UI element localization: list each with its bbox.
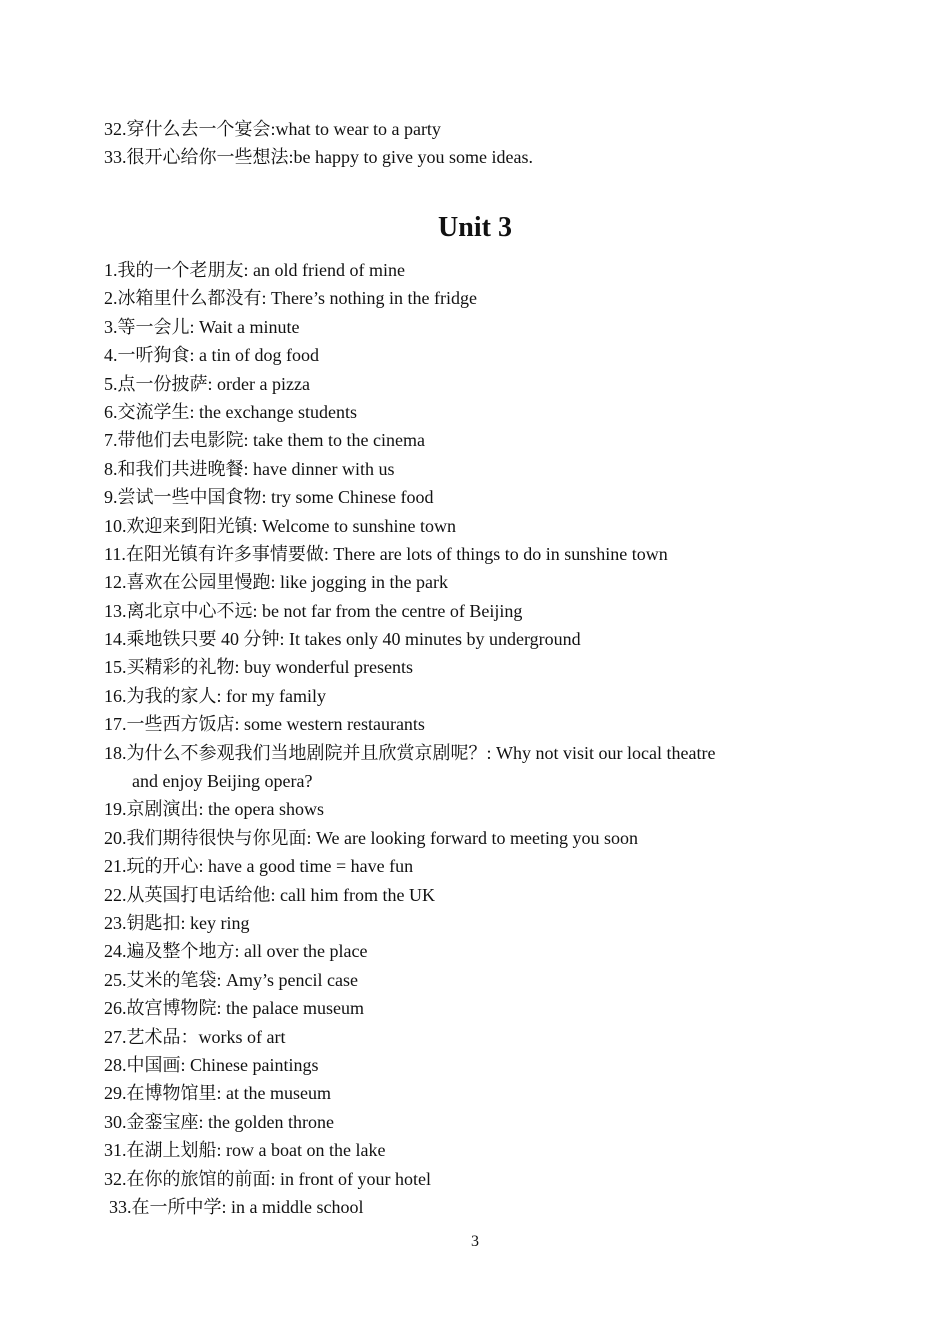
list-item: 14.乘地铁只要 40 分钟: It takes only 40 minutes by underground (104, 629, 581, 650)
list-item: 11.在阳光镇有许多事情要做: There are lots of things to do in sunshine town (104, 543, 668, 564)
list-item: 7.带他们去电影院: take them to the cinema (104, 430, 425, 451)
list-item: 28.中国画: Chinese paintings (104, 1054, 319, 1075)
list-item: 22.从英国打电话给他: call him from the UK (104, 884, 435, 905)
list-item: 26.故宫博物院: the palace museum (104, 998, 364, 1019)
list-item: 2.冰箱里什么都没有: There’s nothing in the fridge (104, 288, 477, 309)
list-item: 32.在你的旅馆的前面: in front of your hotel (104, 1168, 431, 1189)
list-item: 27.艺术品：works of art (104, 1026, 286, 1047)
page-number: 3 (471, 1233, 479, 1250)
list-item: 4.一听狗食: a tin of dog food (104, 345, 319, 366)
list-item: 32.穿什么去一个宴会:what to wear to a party (104, 119, 441, 139)
list-item: 33.很开心给你一些想法:be happy to give you some ideas. (104, 147, 533, 168)
unit-3-phrase-list (104, 256, 715, 1221)
list-item: 13.离北京中心不远: be not far from the centre of Beijing (104, 600, 523, 621)
list-item: 15.买精彩的礼物: buy wonderful presents (104, 657, 413, 678)
list-item: 6.交流学生: the exchange students (104, 401, 357, 422)
list-item: 17.一些西方饭店: some western restaurants (104, 714, 425, 735)
list-item: 29.在博物馆里: at the museum (104, 1083, 331, 1104)
list-item: 5.点一份披萨: order a pizza (104, 373, 310, 394)
list-item: 33.在一所中学: in a middle school (109, 1196, 364, 1217)
list-item: 12.喜欢在公园里慢跑: like jogging in the park (104, 572, 448, 593)
list-item-continuation: and enjoy Beijing opera? (132, 771, 313, 792)
list-item: 25.艾米的笔袋: Amy’s pencil case (104, 969, 358, 990)
list-item: 8.和我们共进晚餐: have dinner with us (104, 458, 395, 479)
list-item: 21.玩的开心: have a good time = have fun (104, 856, 414, 877)
list-item: 1.我的一个老朋友: an old friend of mine (104, 260, 405, 280)
list-item: 10.欢迎来到阳光镇: Welcome to sunshine town (104, 515, 457, 536)
list-item: 9.尝试一些中国食物: try some Chinese food (104, 487, 434, 508)
list-item: 31.在湖上划船: row a boat on the lake (104, 1140, 386, 1161)
list-item: 20.我们期待很快与你见面: We are looking forward to meeting you soon (104, 827, 638, 848)
list-item: 23.钥匙扣: key ring (104, 912, 250, 933)
list-item: 3.等一会儿: Wait a minute (104, 316, 300, 337)
list-item: 16.为我的家人: for my family (104, 685, 326, 706)
list-item: 24.遍及整个地方: all over the place (104, 941, 368, 962)
list-item: 19.京剧演出: the opera shows (104, 799, 324, 820)
previous-unit-tail-list (104, 115, 533, 172)
list-item: 18.为什么不参观我们当地剧院并且欣赏京剧呢？: Why not visit our local theatre (104, 742, 716, 763)
list-item: 30.金銮宝座: the golden throne (104, 1111, 334, 1132)
unit-heading: Unit 3 (438, 212, 512, 243)
